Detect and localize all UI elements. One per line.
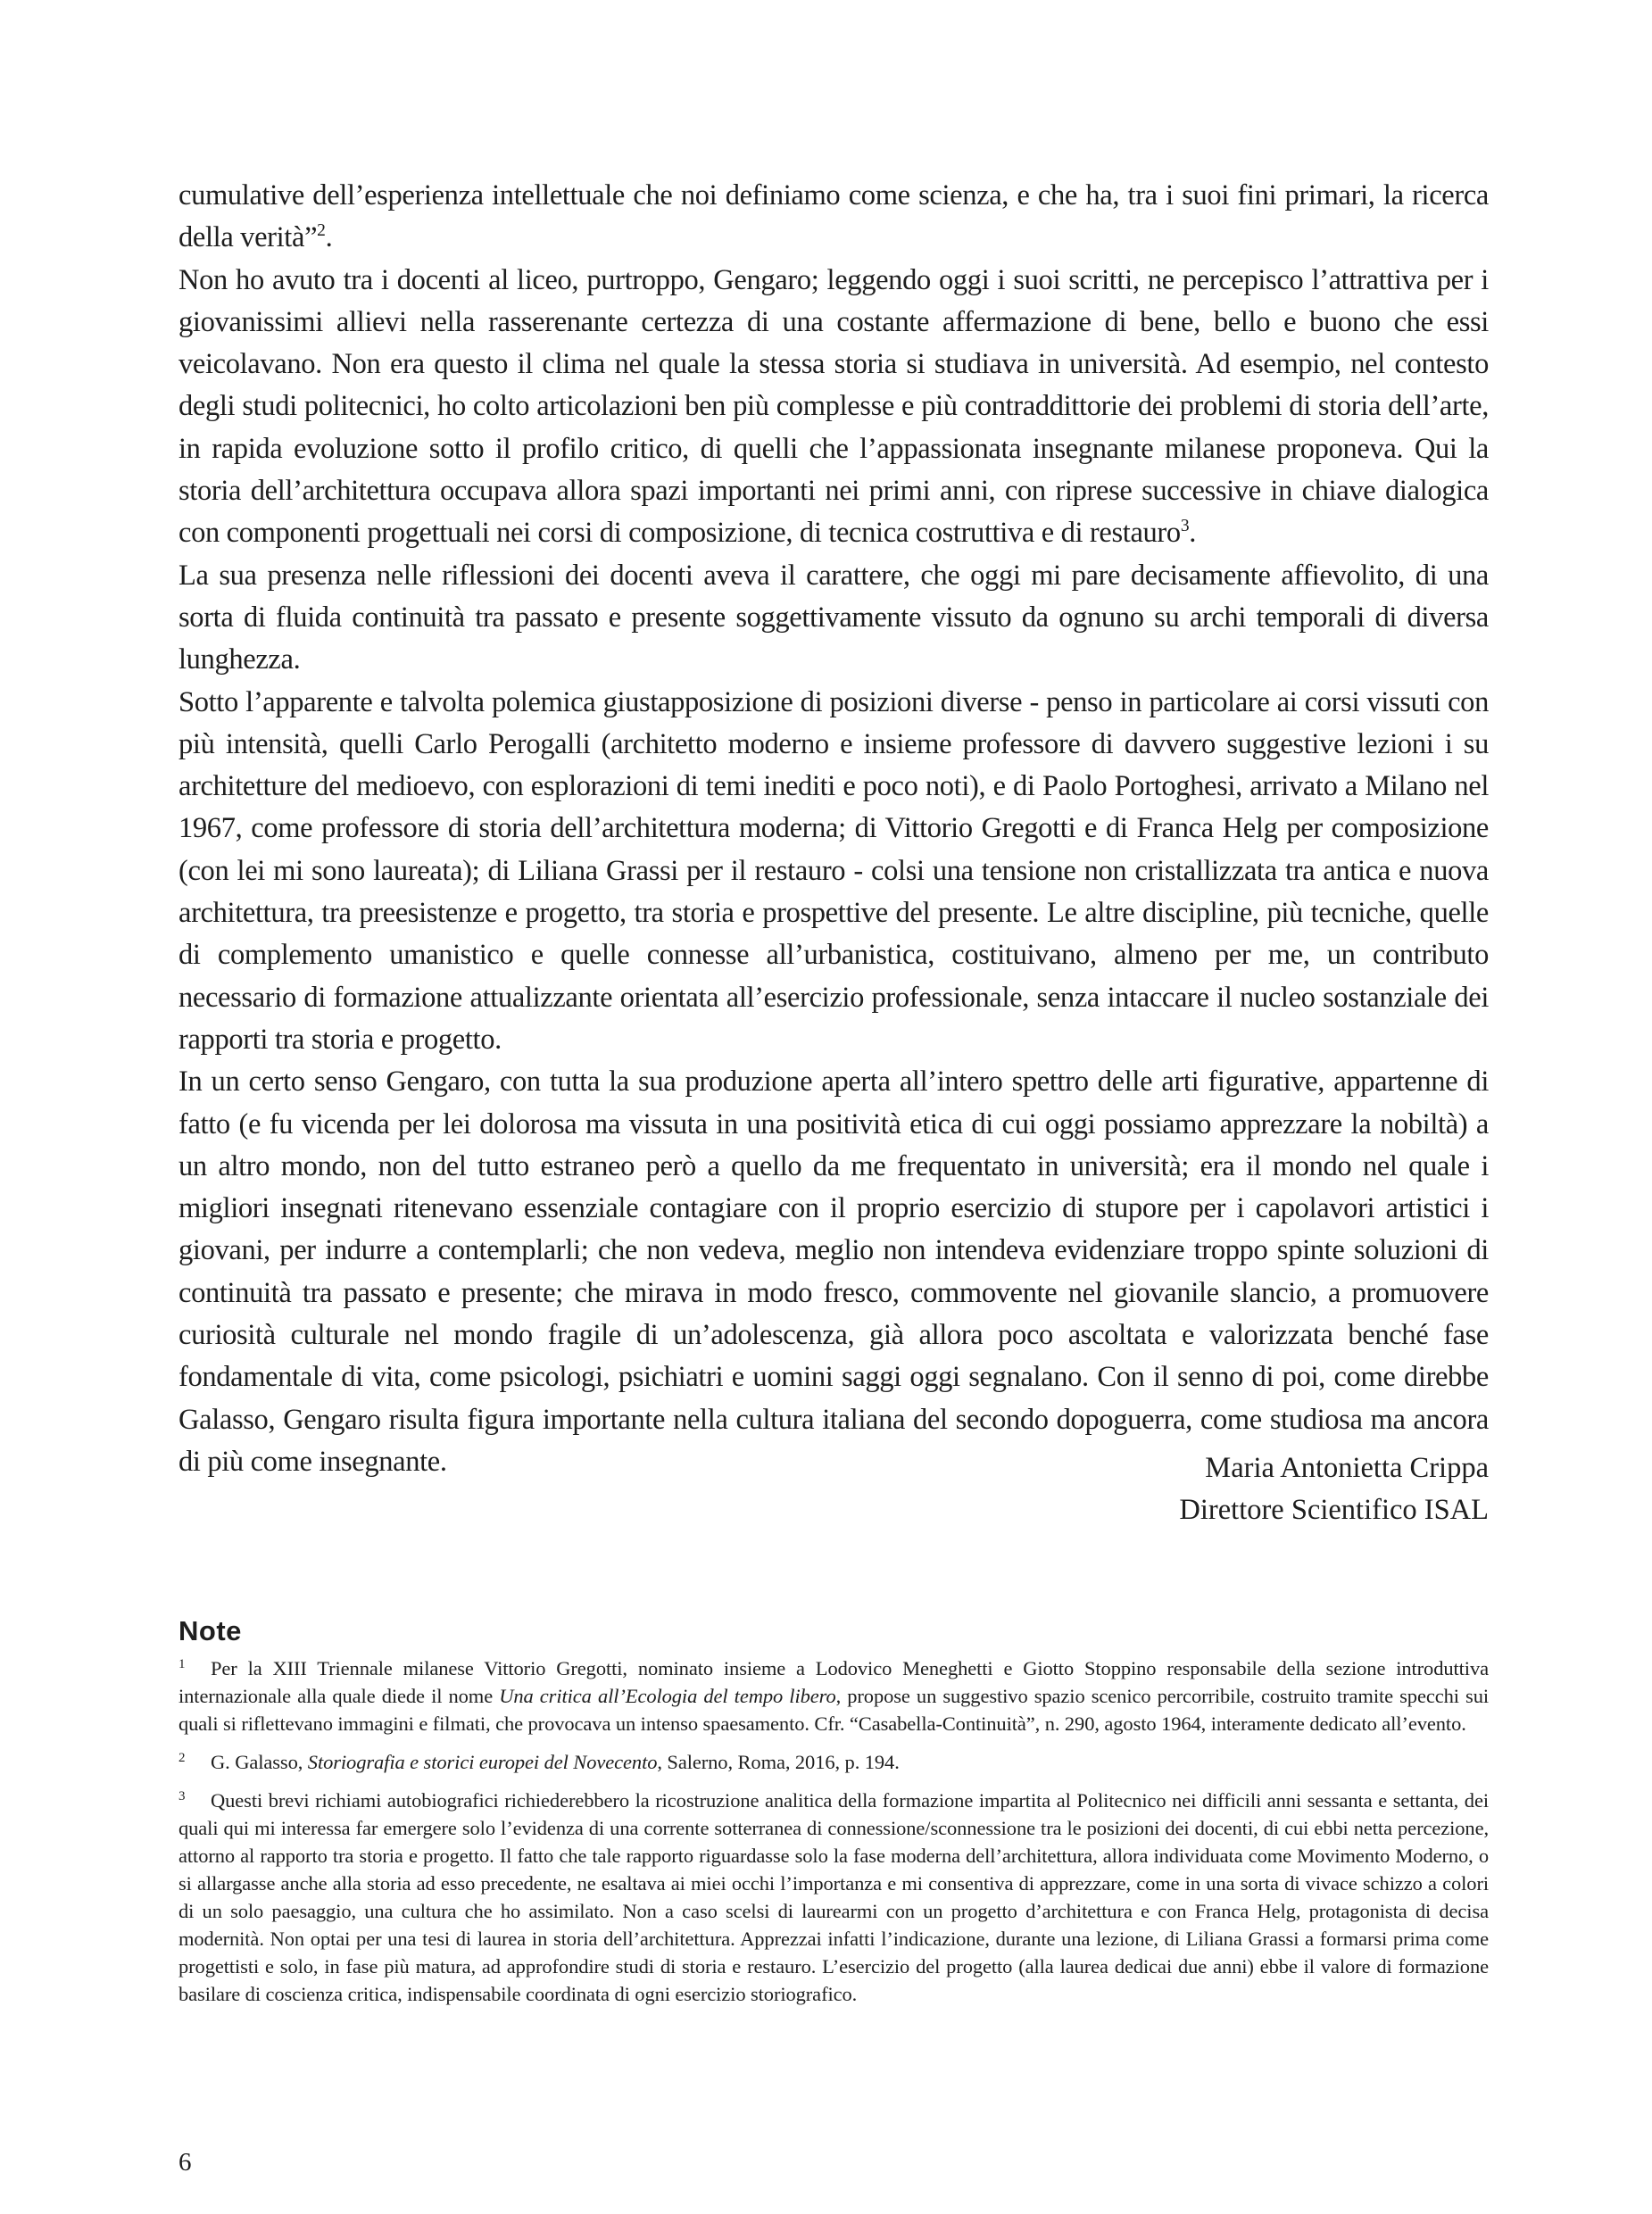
- footnote-2: 2 G. Galasso, Storiografia e storici europei del Novecento, Salerno, Roma, 2016, p. 194.: [178, 1748, 1489, 1776]
- footnote-number: 2: [178, 1751, 186, 1765]
- notes-section: [178, 1615, 1489, 2019]
- footnote-3: 3 Questi brevi richiami autobiografici richiederebbero la ricostruzione analitica della formazione impartita al Politecnico nei difficili anni sessanta e settanta, dei quali qui mi interessa far emergere solo l’evidenza di una corrente sotterranea di connessione/sconnessione tra le posizioni dei docenti, di cui ebbi netta percezione, attorno al rapporto tra storia e progetto. Il fatto che tale rapporto riguardasse solo la fase moderna dell’architettura, allora individuata come Movimento Moderno, o si allargasse anche alla storia ad esso precedente, ne esaltava ai miei occhi l’importanza e mi consentiva di apprezzare, come in una sorta di vivace schizzo a colori di un solo paesaggio, una cultura che ho assimilato. Non a caso scelsi di laurearmi con un progetto d’architettura e con Franca Helg, protagonista di decisa modernità. Non optai per una tesi di laurea in storia dell’architettura. Apprezzai infatti l’indicazione, durante una lezione, di Liliana Grassi a formarsi prima come progettisti e solo, in fase più matura, ad approfondire studi di storia e restauro. L’esercizio del progetto (alla laurea dedicai due anni) ebbe il valore di formazione basilare di coscienza critica, indispensabile coordinata di ogni esercizio storiografico.: [178, 1787, 1489, 2008]
- signature-block: [1026, 1447, 1489, 1531]
- notes-heading: Note: [178, 1615, 242, 1646]
- paragraph: Sotto l’apparente e talvolta polemica giustapposizione di posizioni diverse - penso in particolare ai corsi vissuti con più intensità, quelli Carlo Perogalli (architetto moderno e insieme professore di davvero suggestive lezioni i su architetture del medioevo, con esplorazioni di temi inediti e poco noti), e di Paolo Portoghesi, arrivato a Milano nel 1967, come professore di storia dell’architettura moderna; di Vittorio Gregotti e di Franca Helg per composizione (con lei mi sono laureata); di Liliana Grassi per il restauro - colsi una tensione non cristallizzata tra antica e nuova architettura, tra preesistenze e progetto, tra storia e prospettive del presente. Le altre discipline, più tecniche, quelle di complemento umanistico e quelle connesse all’urbanistica, costituivano, almeno per me, un contributo necessario di formazione attualizzante orientata all’esercizio professionale, senza intaccare il nucleo sostanziale dei rapporti tra storia e progetto.: [178, 685, 1489, 1056]
- paragraph: La sua presenza nelle riflessioni dei docenti aveva il carattere, che oggi mi pare decisamente affievolito, di una sorta di fluida continuità tra passato e presente soggettivamente vissuto da ognuno su archi temporali di diversa lunghezza.: [178, 559, 1489, 676]
- paragraph: Non ho avuto tra i docenti al liceo, purtroppo, Gengaro; leggendo oggi i suoi scritti, ne percepisco l’attrattiva per i giovanissimi allievi nella rasserenante certezza di una costante affermazione di bene, bello e buono che essi veicolavano. Non era questo il clima nel quale la stessa storia si studiava in università. Ad esempio, nel contesto degli studi politecnici, ho colto articolazioni ben più complesse e più contraddittorie dei problemi di storia dell’arte, in rapida evoluzione sotto il profilo critico, di quelli che l’appassionata insegnante milanese proponeva. Qui la storia dell’architettura occupava allora spazi importanti nei primi anni, con riprese successive in chiave dialogica con componenti progettuali nei corsi di composizione, di tecnica costruttiva e di restauro$^3$.: [178, 263, 1489, 550]
- footnote-ref-3[interactable]: 3: [1180, 517, 1190, 536]
- footnote-1: 1 Per la XIII Triennale milanese Vittorio Gregotti, nominato insieme a Lodovico Meneghetti e Giotto Stoppino responsabile della sezione introduttiva internazionale alla quale diede il nome Una critica all’Ecologia del tempo libero, propose un suggestivo spazio scenico percorribile, costruito tramite specchi sui quali si riflettevano immagini e filmati, che provocava un intenso spaesamento. Cfr. “Casabella-Continuità”, n. 290, agosto 1964, interamente dedicato all’evento.: [178, 1654, 1489, 1737]
- page-number: 6: [178, 2148, 192, 2177]
- paragraph: In un certo senso Gengaro, con tutta la sua produzione aperta all’intero spettro delle arti figurative, appartenne di fatto (e fu vicenda per lei dolorosa ma vissuta in una positività etica di cui oggi possiamo apprezzare la nobiltà) a un altro mondo, non del tutto estraneo però a quello da me frequentato in università; era il mondo nel quale i migliori insegnati ritenevano essenziale contagiare con il proprio esercizio di stupore per i capolavori artistici i giovani, per indurre a contemplarli; che non vedeva, meglio non intendeva evidenziare troppo spinte soluzioni di continuità tra passato e presente; che mirava in modo fresco, commovente nel giovanile slancio, a promuovere curiosità culturale nel mondo fragile di un’adolescenza, già allora poco ascoltata e valorizzata benché fase fondamentale di vita, come psicologi, psichiatri e uomini saggi oggi segnalano. Con il senno di poi, come direbbe Galasso, Gengaro risulta figura importante nella cultura italiana del secondo dopoguerra, come studiosa ma ancora di più come insegnante.: [178, 1066, 1489, 1478]
- footnote-number: 1: [178, 1657, 186, 1671]
- footnote-ref-2[interactable]: 2: [317, 221, 326, 241]
- footnote-number: 3: [178, 1789, 186, 1804]
- paragraph: cumulative dell’esperienza intellettuale che noi definiamo come scienza, e che ha, tra i suoi fini primari, la ricerca della verità”$^2$.: [178, 179, 1489, 254]
- author-name: Maria Antonietta Crippa: [1205, 1452, 1489, 1484]
- author-role: Direttore Scientifico ISAL: [1179, 1494, 1489, 1526]
- body-text: [178, 175, 1489, 1483]
